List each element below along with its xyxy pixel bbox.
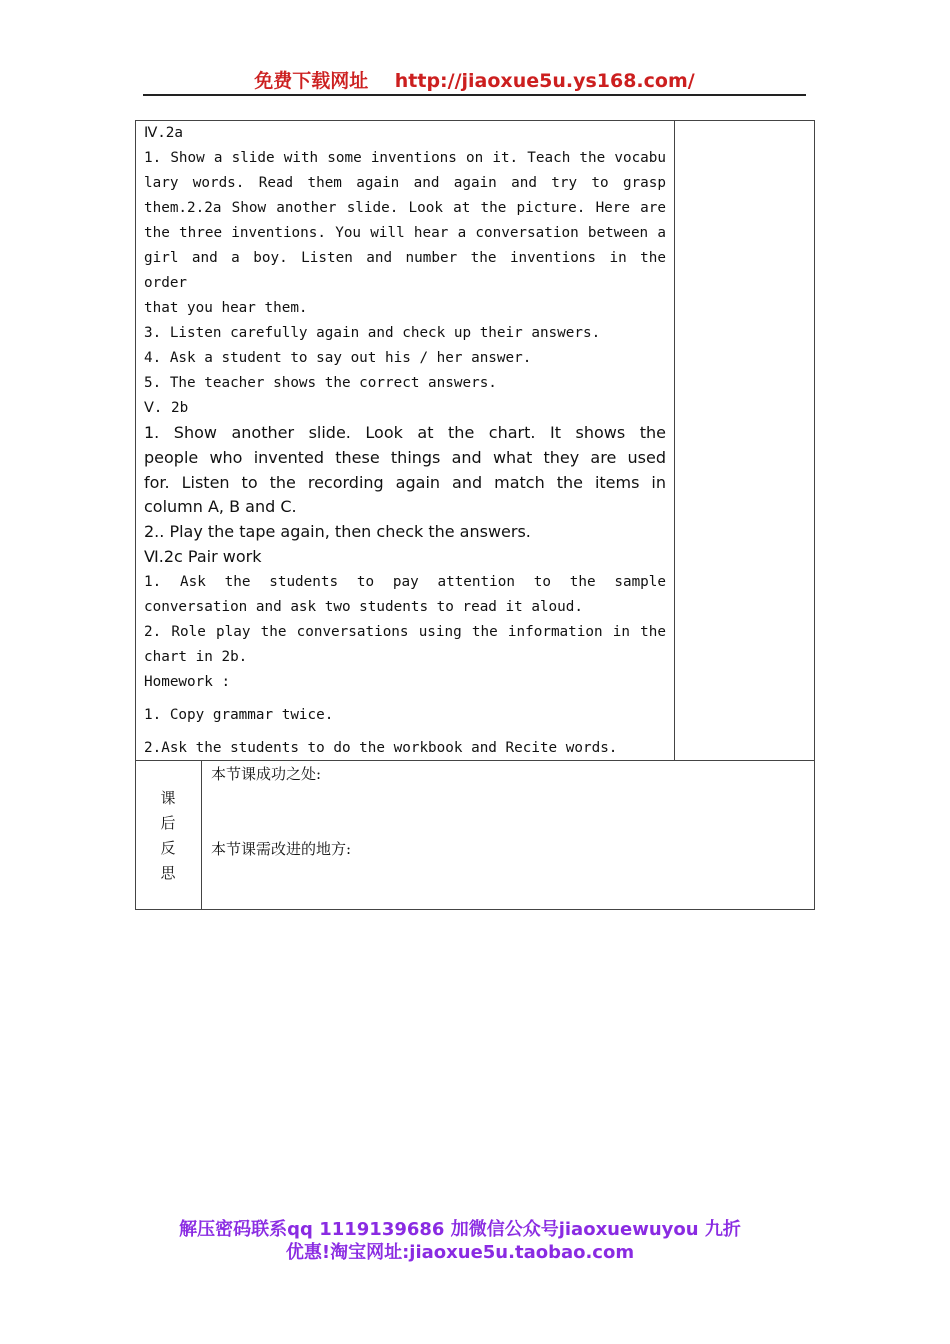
reflection-label-char: 后 bbox=[160, 814, 176, 832]
section-4-line: them.2.2a Show another slide. Look at the picture. Here are bbox=[144, 200, 666, 216]
reflection-divider bbox=[201, 760, 202, 910]
section-4-line: girl and a boy. Listen and number the inventions in the order bbox=[144, 250, 666, 291]
section-6-title: Ⅵ.2c Pair work bbox=[144, 546, 262, 566]
lesson-content bbox=[144, 121, 666, 761]
homework-title: Homework : bbox=[144, 673, 231, 690]
homework-item: 1. Copy grammar twice. bbox=[144, 706, 334, 723]
footer-line-2: 优惠!淘宝网址:jiaoxue5u.taobao.com bbox=[285, 1242, 635, 1263]
section-4-title: Ⅳ.2a bbox=[144, 125, 184, 141]
section-6-line: conversation and ask two students to read it aloud. bbox=[144, 598, 583, 615]
page-footer bbox=[140, 1218, 780, 1264]
section-4-line: lary words. Read them again and again and try to grasp bbox=[144, 175, 666, 191]
section-6-line: 1. Ask the students to pay attention to the sample bbox=[144, 573, 666, 590]
header-site-label: 免费下载网址 bbox=[254, 70, 369, 92]
header-site-url[interactable]: http://jiaoxue5u.ys168.com/ bbox=[394, 70, 695, 92]
section-5-title: Ⅴ. 2b bbox=[144, 400, 189, 416]
section-4-step: 5. The teacher shows the correct answers. bbox=[144, 375, 497, 391]
reflection-label-char: 课 bbox=[160, 789, 176, 807]
section-4-line: 1. Show a slide with some inventions on it. Teach the vocabu bbox=[144, 150, 666, 166]
reflection-label-char: 反 bbox=[160, 839, 176, 857]
section-4-step: 4. Ask a student to say out his / her answer. bbox=[144, 350, 532, 366]
section-4-step: 3. Listen carefully again and check up their answers. bbox=[144, 325, 601, 341]
section-5-line: people who invented these things and what they are used bbox=[144, 447, 666, 467]
section-5-line: column A, B and C. bbox=[144, 497, 297, 517]
section-5-line: 1. Show another slide. Look at the chart. It shows the bbox=[144, 423, 666, 442]
reflection-label bbox=[150, 786, 186, 886]
section-4-line: the three inventions. You will hear a conversation between a bbox=[144, 225, 666, 241]
homework-item: 2.Ask the students to do the workbook and Recite words. bbox=[144, 739, 618, 756]
page-header bbox=[143, 66, 806, 96]
section-5-step: 2.. Play the tape again, then check the answers. bbox=[144, 522, 531, 542]
reflection-success: 本节课成功之处: bbox=[211, 765, 322, 783]
section-6-line: 2. Role play the conversations using the information in the bbox=[144, 623, 666, 640]
footer-line-1: 解压密码联系qq 1119139686 加微信公众号jiaoxuewuyou 九折 bbox=[179, 1219, 741, 1240]
reflection-label-char: 思 bbox=[160, 864, 176, 882]
section-5-line: for. Listen to the recording again and match the items in bbox=[144, 472, 666, 492]
reflection-improve: 本节课需改进的地方: bbox=[211, 840, 352, 858]
section-4-line: that you hear them. bbox=[144, 300, 308, 316]
table-divider-vertical bbox=[674, 120, 675, 760]
section-6-line: chart in 2b. bbox=[144, 648, 248, 665]
